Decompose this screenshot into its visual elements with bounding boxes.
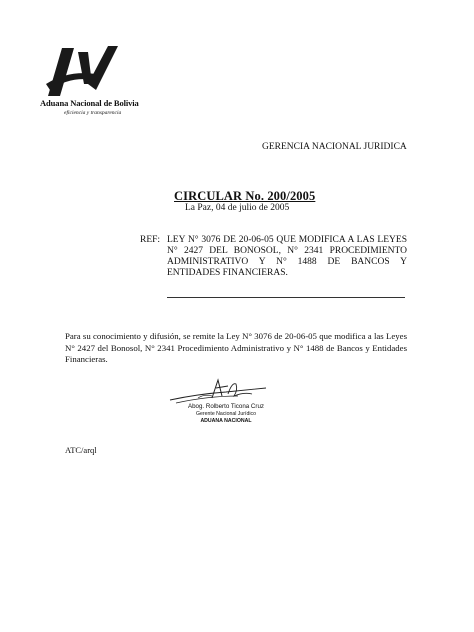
signer-organization: ADUANA NACIONAL	[200, 418, 252, 424]
department-heading: GERENCIA NACIONAL JURIDICA	[262, 142, 407, 152]
reference-label: REF:	[140, 235, 161, 245]
reference-text: LEY N° 3076 DE 20-06-05 QUE MODIFICA A LAS LEYES N° 2427 DEL BONOSOL, N° 2341 PROCEDIMIENTO ADMINISTRATIVO Y N° 1488 DE BANCOS Y ENTIDADES FINANCIERAS.	[167, 235, 407, 278]
reference-initials: ATC/arql	[65, 445, 97, 455]
aduana-logo-icon	[44, 40, 124, 98]
signer-name: Abog. Rolberto Ticona Cruz	[187, 403, 264, 410]
circular-title: CIRCULAR No. 200/2005	[174, 189, 316, 203]
signer-block	[176, 403, 276, 426]
handwritten-signature-icon	[168, 376, 268, 406]
place-date: La Paz, 04 de julio de 2005	[185, 203, 290, 213]
body-paragraph: Para su conocimiento y difusión, se remite la Ley N° 3076 de 20-06-05 que modifica a las Leyes N° 2427 del Bonosol, N° 2341 Procedimiento Administrativo y N° 1488 de Bancos y Entidades Financieras.	[65, 331, 407, 364]
section-divider	[167, 297, 405, 298]
signer-title: Gerente Nacional Jurídico	[196, 410, 256, 417]
organization-name: Aduana Nacional de Bolivia	[40, 98, 139, 108]
organization-tagline: eficiencia y transparencia	[64, 110, 122, 116]
